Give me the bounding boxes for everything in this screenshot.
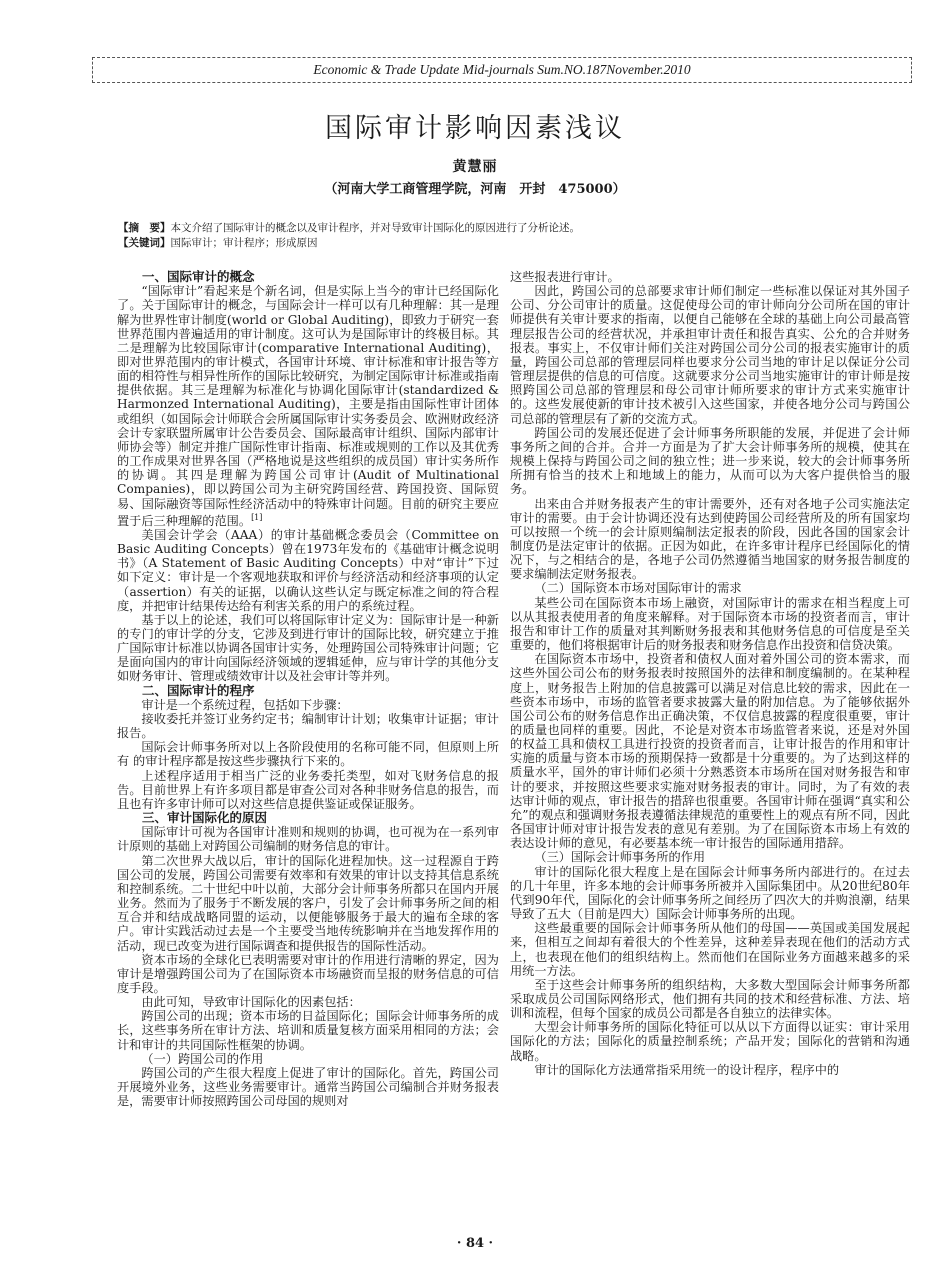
paragraph bbox=[117, 769, 499, 811]
paragraph bbox=[510, 284, 910, 426]
paragraph-text: 某些公司在国际资本市场上融资，对国际审计的需求在相当程度上可以从其报表使用者的角度来解释。对于国际资本市场的投资者而言，审计报告和审计工作的质量对其判断财务报表和其他财务信息的可信度是至关重要的，他们将根据审计后的财务报表和财务信息作出投资和信贷决策。 bbox=[510, 595, 910, 653]
paragraph-text: 上述程序适用于相当广泛的业务委托类型，如对飞财务信息的报告。目前世界上有许多项目都是审查公司对各种非财务信息的报告，而且也有许多审计师可以对这些信息提供鉴证或保证服务。 bbox=[117, 768, 499, 811]
paragraph bbox=[510, 978, 910, 1020]
right-column bbox=[510, 270, 910, 1077]
paragraph bbox=[510, 1063, 910, 1077]
paragraph bbox=[117, 953, 499, 995]
abstract-label: 【摘 要】 bbox=[118, 222, 171, 234]
paragraph-text: 由此可知，导致审计国际化的因素包括： bbox=[141, 995, 361, 1010]
paragraph bbox=[117, 284, 499, 528]
affiliation: （河南大学工商管理学院，河南 开封 475000） bbox=[324, 182, 626, 197]
paragraph bbox=[510, 270, 910, 284]
paragraph bbox=[117, 1066, 499, 1108]
paragraph-text: 大型会计师事务所的国际化特征可以从以下方面得以证实：审计采用国际化的方法；国际化的质量控制系统；产品开发；国际化的营销和沟通战略。 bbox=[510, 1020, 910, 1063]
paragraph bbox=[510, 596, 910, 653]
paragraph bbox=[117, 1009, 499, 1051]
paragraph-text: 二、国际审计的程序 bbox=[142, 682, 255, 698]
paragraph bbox=[510, 652, 910, 850]
paragraph-text: 审计的国际化很大程度上是在国际会计师事务所内部进行的。在过去的几十年里，许多本地的会计师事务所被并入国际集团中。从20世纪80年代到90年代，国际化的会计师事务所之间经历了四次大的并购浪潮，结果导致了五大（目前是四大）国际会计师事务所的出现。 bbox=[510, 864, 910, 922]
abstract bbox=[118, 221, 580, 235]
paragraph bbox=[510, 921, 910, 978]
subsection-heading bbox=[117, 1052, 499, 1066]
paragraph bbox=[117, 854, 499, 953]
paragraph-text: 三、审计国际化的原因 bbox=[142, 810, 268, 826]
section-heading bbox=[117, 270, 499, 284]
paragraph-text: 这些报表进行审计。 bbox=[510, 270, 620, 284]
paragraph-text: 至于这些会计师事务所的组织结构，大多数大型国际会计师事务所都采取成员公司国际网络形式，他们拥有共同的技术和经营标准、方法、培训和流程，但每个国家的成员公司都是各自独立的法律实体。 bbox=[510, 977, 910, 1021]
section-heading bbox=[117, 684, 499, 698]
paragraph-text: 国际审计可视为各国审计准则和规则的协调，也可视为在一系列审计原则的基础上对跨国公司编制的财务信息的审计。 bbox=[117, 825, 499, 854]
paragraph bbox=[117, 825, 499, 853]
paragraph bbox=[510, 865, 910, 922]
paragraph bbox=[510, 497, 910, 582]
paragraph-text: 审计的国际化方法通常指采用统一的设计程序，程序中的 bbox=[534, 1062, 840, 1077]
paragraph-text: 接收委托并签订业务约定书；编制审计计划；收集审计证据；审计报告。 bbox=[117, 712, 499, 741]
article-title: 国际审计影响因素浅议 bbox=[325, 113, 625, 144]
footnote-marker: [1] bbox=[251, 512, 263, 522]
paragraph-text: 因此，跨国公司的总部要求审计师们制定一些标准以保证对其外国子公司、分公司审计的质量。这促使母公司的审计师向分公司所在国的审计师提供有关审计要求的指南，以便自己能够在全球的基础上向公司最高管理层报告公司的经营状况，并承担审计责任和报告真实、公允的合并财务报表。事实上，不仅审计师们关注对跨国公司分公司的报表实施审计的质量，跨国公司总部的管理层同样也要求分公司当地的审计足以保证分公司管理层提供的信息的可信度。这就要求分公司当地实施审计的审计师是按照跨国公司总部的管理层和母公司审计师所要求的审计方式来实施审计的。这些发展使新的审计技术被引入这些国家，并使各地分公司与跨国公司总部的管理层有了新的交流方式。 bbox=[510, 284, 910, 426]
paragraph-text: 基于以上的论述，我们可以将国际审计定义为：国际审计是一种新的专门的审计学的分支，它涉及到进行审计的国际比较，研究建立于推广国际审计标准以协调各国审计实务，处理跨国公司特殊审计问题；它是面向国内的审计向国际经济领域的逻辑延伸，应与审计学的其他分支如财务审计、管理或绩效审计以及社会审计等并列。 bbox=[117, 612, 499, 684]
paragraph-text: 资本市场的全球化已表明需要对审计的作用进行清晰的界定，因为审计是增强跨国公司为了在国际资本市场融资而呈报的财务信息的可信度手段。 bbox=[117, 952, 499, 996]
paragraph-text: 第二次世界大战以后，审计的国际化进程加快。这一过程源自于跨国公司的发展，跨国公司需要有效率和有效果的审计以支持其信息系统和控制系统。二十世纪中叶以前，大部分会计师事务所都只在国内开展业务。然而为了服务于不断发展的客户，引发了会计师事务所之间的相互合并和结成战略同盟的运动，以便能够服务于最大的遍布全球的客户。审计实践活动过去是一个主要受当地传统影响并在当地发挥作用的活动，现已改变为进行国际调查和提供报告的国际性活动。 bbox=[117, 853, 499, 953]
paragraph-text: 这些最重要的国际会计师事务所从他们的母国——英国或美国发展起来，但相互之间却有着很大的个性差异，这种差异表现在他们的活动方式上，也表现在他们的组织结构上。然而他们在国际业务方面越来越多的采用统一方法。 bbox=[510, 921, 910, 978]
paragraph-text: 美国会计学会（AAA）的审计基础概念委员会（Committee on Basic Auditing Concepts）曾在1973年发布的《基础审计概念说明书》（A Statement of Basic Auditing Concepts）中对“审计”下过如下定义：审计是一个客观地获取和评价与经济活动和经济事项的认定（assertion）有关的证据，以确认这些认定与既定标准之间的符合程度，并把审计结果传达给有利害关系的用户的系统过程。 bbox=[117, 527, 499, 613]
keywords-text: 国际审计；审计程序；形成原因 bbox=[170, 237, 318, 249]
paragraph-text: 跨国公司的发展还促进了会计师事务所职能的发展，并促进了会计师事务所之间的合并。合并一方面是为了扩大会计师事务所的规模，使其在规模上保持与跨国公司之间的独立性；进一步来说，较大的会计师事务所所拥有恰当的技术上和地域上的能力，从而可以为大客户提供恰当的服务。 bbox=[510, 425, 910, 497]
keywords-label: 【关键词】 bbox=[118, 237, 171, 249]
subsection-heading bbox=[510, 850, 910, 864]
paragraph-text: 审计是一个系统过程，包括如下步骤： bbox=[141, 697, 349, 712]
page-number: · 84 · bbox=[456, 1236, 494, 1251]
left-column bbox=[117, 270, 499, 1108]
paragraph-text: （二）国际资本市场对国际审计的需求 bbox=[534, 581, 742, 596]
paragraph bbox=[117, 698, 499, 712]
paragraph-text: 一、国际审计的概念 bbox=[142, 269, 255, 284]
section-heading bbox=[117, 811, 499, 825]
paragraph-text: 在国际资本市场中，投资者和债权人面对着外国公司的资本需求，而这些外国公司公布的财务报表时按照国外的法律和制度编制的。在某种程度上，财务报告上附加的信息披露可以满足对信息比较的需求，因此在一些资本市场中，市场的监管者要求披露大量的附加信息。为了能够依据外国公司公布的财务信息作出正确决策，不仅信息披露的程度很重要，审计的质量也同样的重要。因此，不论是对资本市场监管者来说，还是对外国的权益工具和债权工具进行投资的投资者而言，让审计报告的作用和审计实施的质量与资本市场的预期保持一致都是十分重要的。为了达到这样的质量水平，国外的审计师们必须十分熟悉资本市场所在国对财务报告和审计的要求，并按照这些要求实施对财务报表的审计。同时，为了有效的表达审计师的观点，审计报告的措辞也很重要。各国审计师在强调“真实和公允”的观点和强调财务报表遵循法律规范的重要性上的观点有所不同，因此各国审计师对审计报告发表的意见有差别。为了在国际资本市场上有效的表达设计师的意见，有必要基本统一审计报告的国际通用措辞。 bbox=[510, 652, 910, 851]
paragraph-text: 跨国公司的产生很大程度上促进了审计的国际化。首先，跨国公司开展境外业务，这些业务需要审计。通常当跨国公司编制合并财务报表是，需要审计师按照跨国公司母国的规则对 bbox=[117, 1065, 499, 1109]
paragraph-text: 出来由合并财务报表产生的审计需要外，还有对各地子公司实施法定审计的需要。由于会计协调还没有达到使跨国公司经营所及的所有国家均可以按照一个统一的会计原则编制法定报表的阶段，因此各国的国家会计制度仍是法定审计的依据。正因为如此，在许多审计程序已经国际化的情况下，与之相结合的是，各地子公司仍然遵循当地国家的财务报告制度的要求编制法定财务报表。 bbox=[510, 496, 910, 582]
paragraph-text: （一）跨国公司的作用 bbox=[141, 1051, 264, 1066]
running-header: Economic & Trade Update Mid-journals Sum.NO.187November.2010 bbox=[92, 57, 912, 83]
author: 黄慧丽 bbox=[452, 159, 498, 175]
paragraph bbox=[117, 995, 499, 1009]
paragraph-text: “国际审计”看起来是个新名词，但是实际上当今的审计已经国际化了。关于国际审计的概念，与国际会计一样可以有几种理解：其一是理解为世界性审计制度(world or Global Auditing)，即致力于研究一套世界范围内普遍适用的审计制度。这可认为是国际审计的终极目标。其二是理解为比较国际审计(comparative International Auditing)，即对世界范围内的审计模式，各国审计环境、审计标准和审计报告等方面的相符性与相异性所作的国际比较研究，为制定国际审计标准或指南提供依据。其三是理解为标准化与协调化国际审计(standardized & Harmonzed International Auditing)，主要是指由国际性审计团体或组织（如国际会计师联合会所属国际审计实务委员会、欧洲财政经济会计专家联盟所属审计公告委员会、国际最高审计组织、国际内部审计师协会等）制定并推广国际性审计指南、标准或规则的工作以及其优秀的工作成果对世界各国（严格地说是这些组织的成员国）审计实务所作的协调。其四是理解为跨国公司审计(Audit of Multinational Companies)，即以跨国公司为主研究跨国经营、跨国投资、国际贸易、国际融资等国际性经济活动中的特殊审计问题。目前的研究主要应置于后三种理解的范围。 bbox=[117, 284, 499, 528]
paragraph bbox=[117, 712, 499, 740]
paragraph-text: 跨国公司的出现；资本市场的日益国际化；国际会计师事务所的成长，这些事务所在审计方法、培训和质量复核方面采用相同的方法；会计和审计的共同国际性框架的协调。 bbox=[117, 1009, 499, 1052]
paragraph bbox=[510, 426, 910, 497]
paragraph bbox=[117, 613, 499, 684]
keywords bbox=[118, 236, 318, 250]
paragraph-text: 国际会计师事务所对以上各阶段使用的名称可能不同，但原则上所有 的审计程序都是按这些步骤执行下来的。 bbox=[117, 740, 499, 769]
paragraph bbox=[117, 740, 499, 768]
subsection-heading bbox=[510, 581, 910, 595]
paragraph-text: （三）国际会计师事务所的作用 bbox=[534, 850, 706, 865]
paragraph bbox=[117, 528, 499, 613]
paragraph bbox=[510, 1020, 910, 1062]
abstract-text: 本文介绍了国际审计的概念以及审计程序，并对导致审计国际化的原因进行了分析论述。 bbox=[170, 222, 580, 234]
